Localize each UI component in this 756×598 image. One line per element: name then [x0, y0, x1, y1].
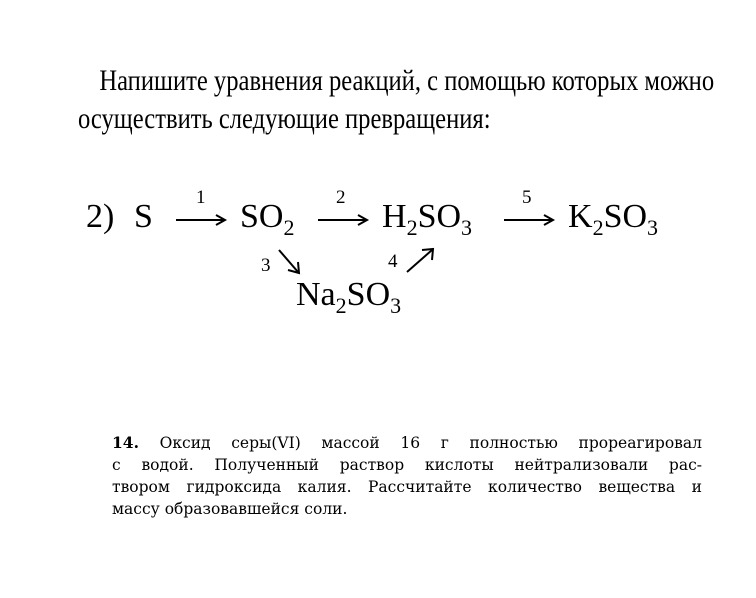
formula-na2so3	[296, 276, 402, 318]
formula-na2so3-sub2: 3	[390, 293, 402, 318]
problem-line-1	[112, 432, 702, 454]
formula-so2	[240, 198, 295, 240]
formula-h2so3-rest: SO	[417, 198, 462, 235]
formula-k2so3-rest: SO	[603, 198, 648, 235]
formula-h2so3-sub: 2	[406, 215, 418, 240]
step-number-1: 1	[196, 187, 206, 208]
formula-h2so3	[382, 198, 473, 240]
problem-line-4: массу образовавшейся соли.	[112, 500, 348, 518]
problem-line-1-text: Оксид серы(VI) массой 16 г полностью прореагировал	[159, 434, 702, 452]
arrow-4	[407, 250, 432, 272]
formula-na2so3-sub: 2	[335, 293, 347, 318]
formula-na2so3-rest: SO	[346, 276, 391, 313]
formula-so2-sub: 2	[283, 215, 295, 240]
step-number-4: 4	[388, 251, 398, 272]
arrow-3	[279, 250, 298, 272]
formula-k2so3	[568, 198, 659, 240]
formula-h2so3-h: H	[382, 198, 407, 235]
formula-k2so3-sub: 2	[592, 215, 604, 240]
formula-s: S	[134, 198, 153, 235]
problem-14	[112, 432, 702, 520]
problem-line-2: с водой. Полученный раствор кислоты нейтрализовали рас-	[112, 456, 702, 474]
step-number-3: 3	[261, 255, 271, 276]
problem-line-3: твором гидроксида калия. Рассчитайте количество вещества и	[112, 478, 702, 496]
step-number-5: 5	[522, 187, 532, 208]
problem-number: 14.	[112, 433, 139, 452]
formula-na2so3-na: Na	[296, 276, 336, 313]
formula-h2so3-sub2: 3	[461, 215, 473, 240]
formula-so2-base: SO	[240, 198, 284, 235]
scheme-label: 2)	[86, 198, 115, 235]
heading-line-2: осуществить следующие превращения:	[78, 102, 491, 135]
formula-k2so3-sub2: 3	[647, 215, 659, 240]
step-number-2: 2	[336, 187, 346, 208]
heading-line-1: Напишите уравнения реакций, с помощью которых можно	[99, 64, 715, 97]
formula-k2so3-k: K	[568, 198, 593, 235]
